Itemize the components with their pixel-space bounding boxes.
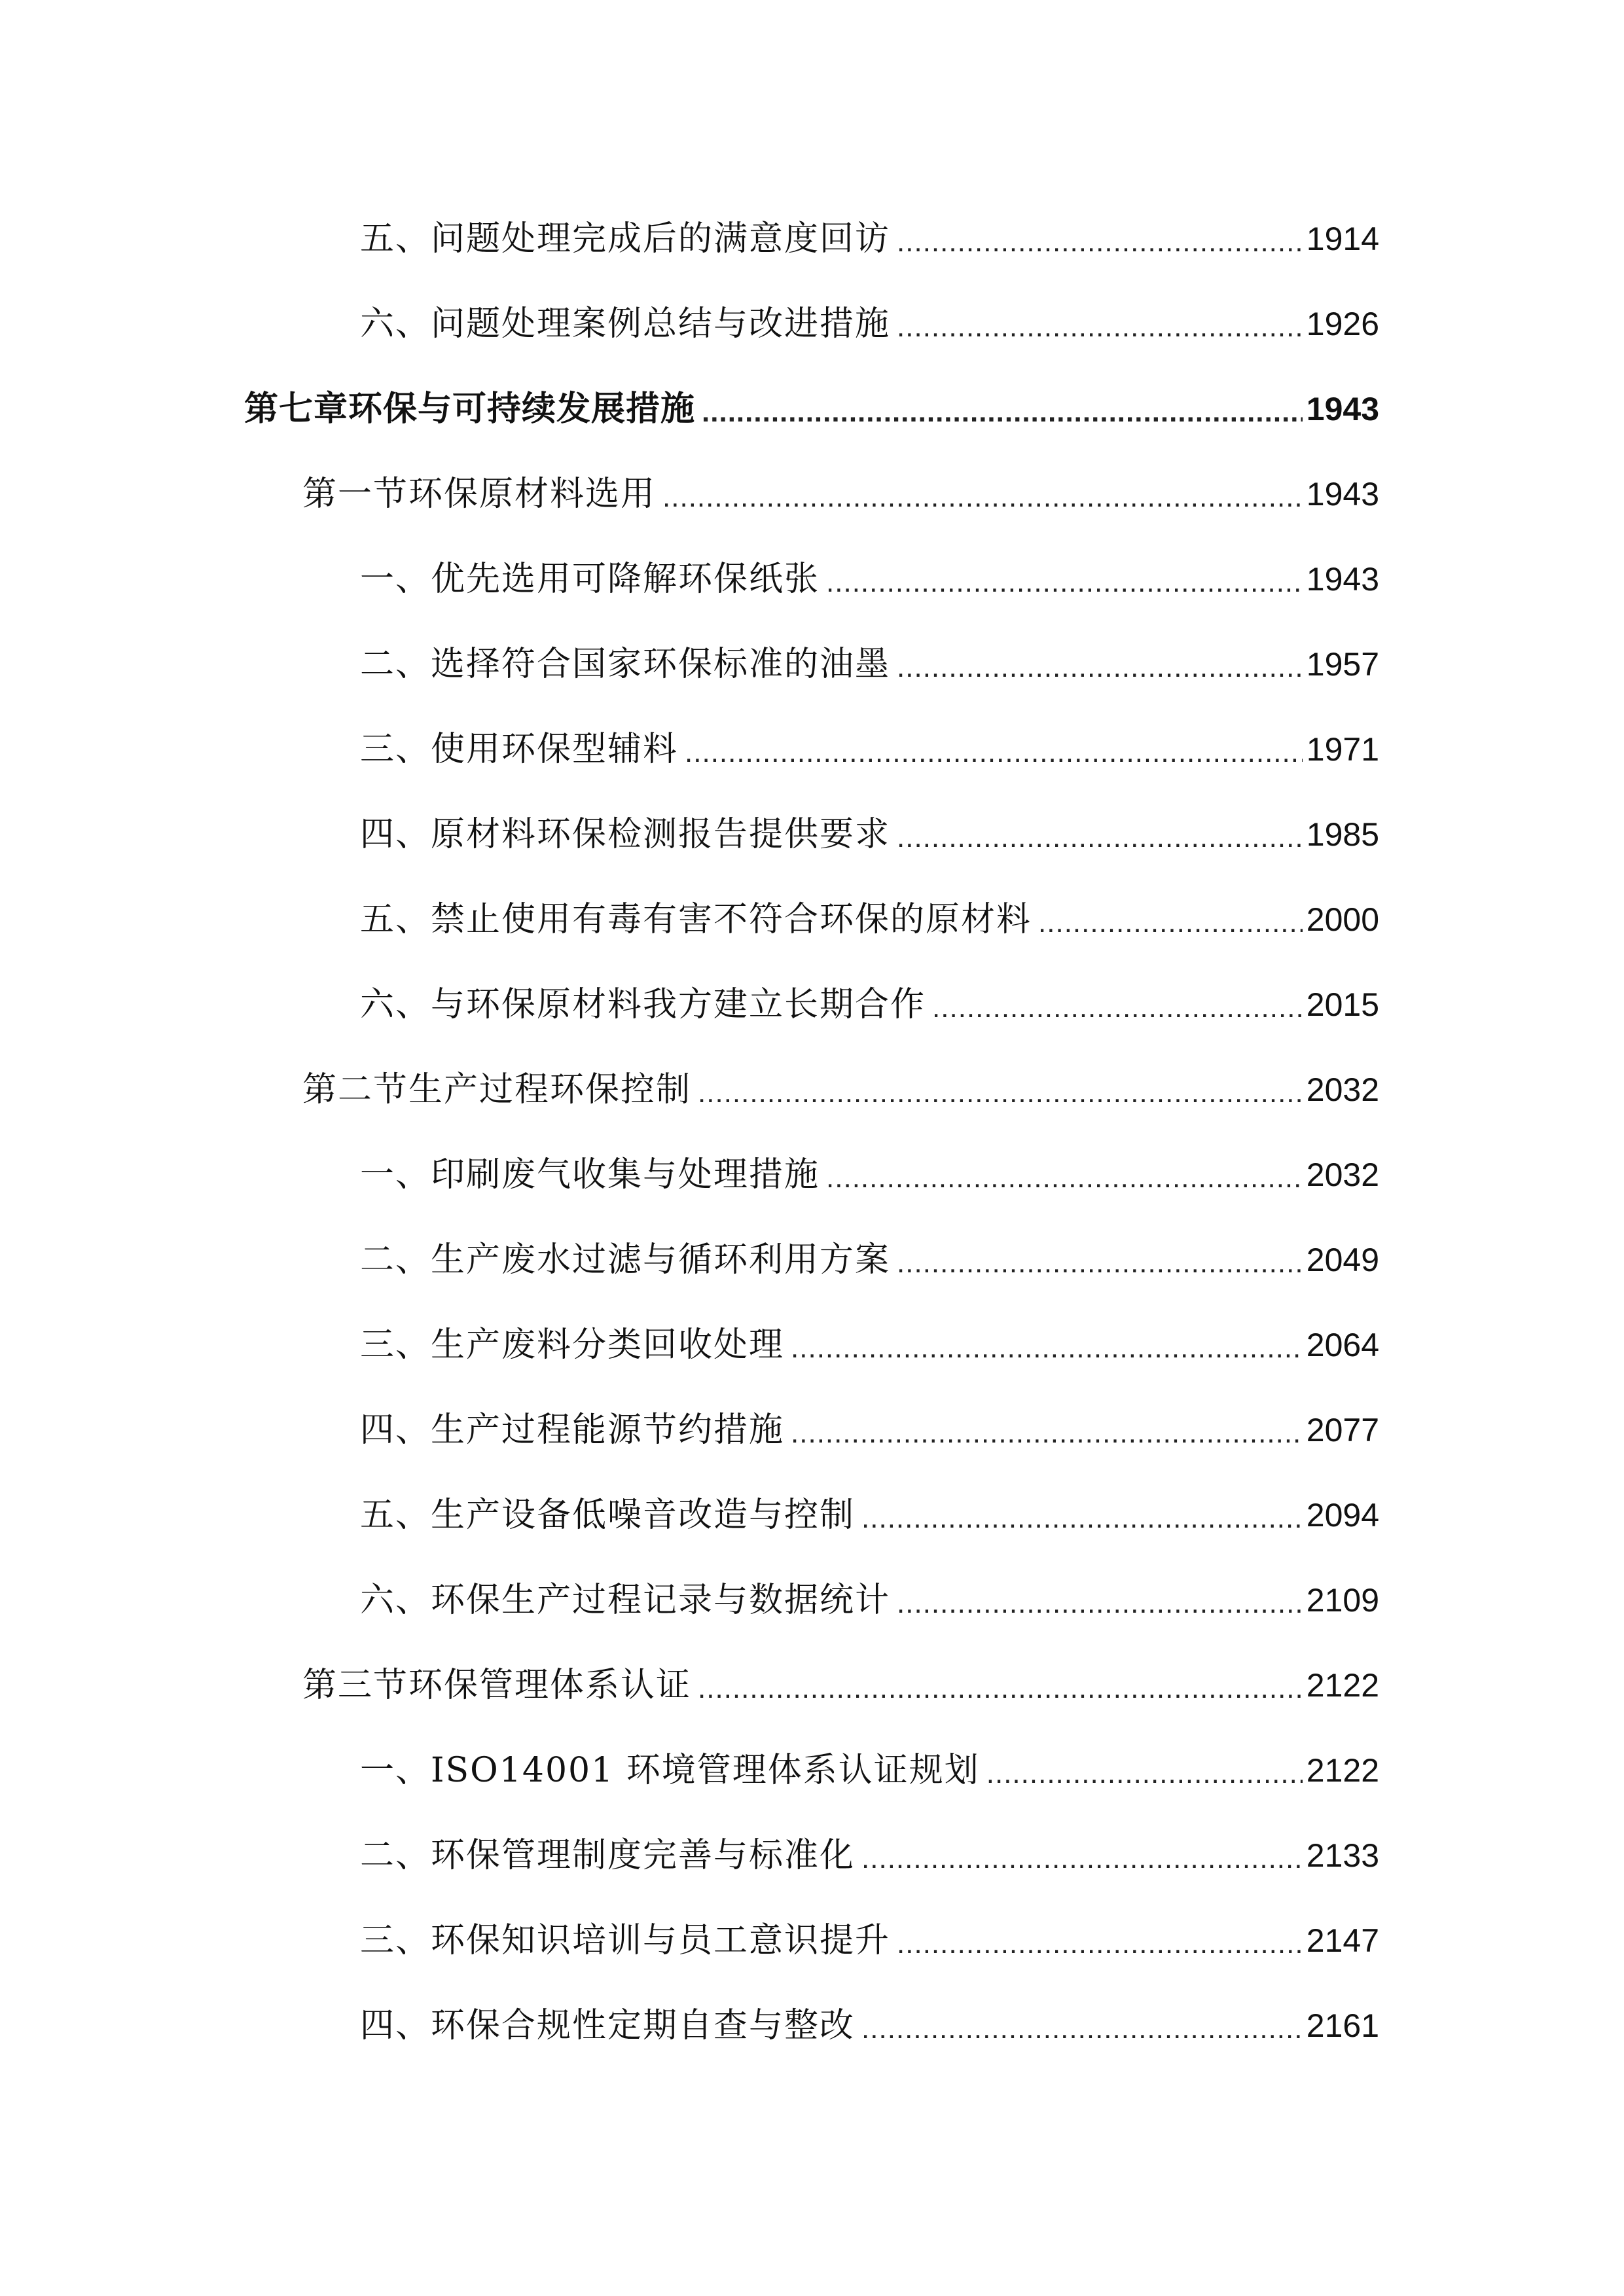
toc-entry[interactable] (360, 1914, 1379, 1967)
toc-entry[interactable] (360, 1489, 1379, 1541)
toc-entry-page: 2122 (1306, 1667, 1379, 1704)
toc-entry-title: 二、环保管理制度完善与标准化 (360, 1836, 856, 1875)
toc-entry-page: 2032 (1306, 1071, 1379, 1108)
toc-section-entry[interactable] (302, 1659, 1379, 1712)
toc-dot-leader (791, 1410, 1303, 1456)
toc-entry-title: 六、问题处理案例总结与改进措施 (360, 304, 891, 344)
toc-entry-page: 2161 (1306, 2007, 1379, 2044)
toc-entry-page: 1943 (1306, 391, 1379, 427)
toc-entry-title: 第七章环保与可持续发展措施 (244, 389, 696, 429)
toc-entry-page: 1957 (1306, 646, 1379, 683)
toc-dot-leader (1038, 900, 1303, 946)
toc-entry[interactable] (360, 1574, 1379, 1626)
toc-entry[interactable] (360, 1319, 1379, 1371)
toc-entry-page: 2032 (1306, 1157, 1379, 1193)
toc-entry-page: 1943 (1306, 476, 1379, 512)
toc-entry-title: 三、生产废料分类回收处理 (360, 1325, 785, 1365)
toc-entry-title: 一、优先选用可降解环保纸张 (360, 560, 820, 599)
toc-entry-page: 2133 (1306, 1837, 1379, 1874)
toc-dot-leader (826, 560, 1303, 605)
toc-dot-leader (897, 219, 1303, 265)
toc-entry[interactable] (360, 553, 1379, 605)
toc-entry[interactable] (360, 298, 1379, 350)
toc-entry-page: 1926 (1306, 306, 1379, 342)
toc-entry-title: 第三节环保管理体系认证 (302, 1666, 692, 1705)
toc-entry[interactable] (360, 1404, 1379, 1456)
toc-entry-title: 二、选择符合国家环保标准的油墨 (360, 645, 891, 684)
toc-entry[interactable] (360, 808, 1379, 861)
toc-entry-page: 2109 (1306, 1582, 1379, 1619)
toc-entry-title: 第二节生产过程环保控制 (302, 1070, 692, 1109)
toc-entry-page: 2015 (1306, 986, 1379, 1023)
toc-entry-title: 六、环保生产过程记录与数据统计 (360, 1581, 891, 1620)
toc-entry[interactable] (360, 723, 1379, 776)
toc-dot-leader (986, 1751, 1303, 1797)
toc-entry-page: 2064 (1306, 1327, 1379, 1363)
toc-entry-title: 五、生产设备低噪音改造与控制 (360, 1496, 856, 1535)
toc-entry[interactable] (360, 638, 1379, 691)
toc-dot-leader (698, 1070, 1303, 1116)
toc-entry-title: 三、使用环保型辅料 (360, 730, 679, 769)
toc-dot-leader (662, 475, 1303, 520)
toc-entry-title: 四、生产过程能源节约措施 (360, 1410, 785, 1450)
toc-entry-page: 2077 (1306, 1412, 1379, 1448)
toc-entry-title: 二、生产废水过滤与循环利用方案 (360, 1240, 891, 1280)
toc-entry-title: 一、印刷废气收集与处理措施 (360, 1155, 820, 1194)
toc-entry[interactable] (360, 893, 1379, 946)
toc-section-entry[interactable] (302, 1064, 1379, 1116)
toc-dot-leader (698, 1666, 1303, 1712)
toc-entry-page: 2000 (1306, 901, 1379, 938)
toc-dot-leader (932, 985, 1303, 1031)
toc-entry[interactable] (360, 1149, 1379, 1201)
toc-entry-title: 一、ISO14001 环境管理体系认证规划 (360, 1751, 980, 1790)
toc-entry-page: 2122 (1306, 1752, 1379, 1789)
toc-dot-leader (791, 1325, 1303, 1371)
toc-entry-title: 四、环保合规性定期自查与整改 (360, 2006, 856, 2045)
toc-dot-leader (897, 1240, 1303, 1286)
toc-entry-title: 四、原材料环保检测报告提供要求 (360, 815, 891, 854)
toc-dot-leader (861, 1496, 1303, 1541)
toc-entry[interactable] (360, 978, 1379, 1031)
toc-section-entry[interactable] (302, 468, 1379, 520)
toc-entry[interactable] (360, 1829, 1379, 1882)
toc-dot-leader (826, 1155, 1303, 1201)
toc-entry[interactable] (360, 213, 1379, 265)
toc-entry-page: 1943 (1306, 561, 1379, 598)
toc-entry-page: 1985 (1306, 816, 1379, 853)
toc-dot-leader (897, 1581, 1303, 1626)
toc-entry-page: 2094 (1306, 1497, 1379, 1534)
toc-entry-title: 三、环保知识培训与员工意识提升 (360, 1921, 891, 1960)
toc-entry-page: 2147 (1306, 1922, 1379, 1959)
toc-dot-leader (702, 389, 1303, 435)
toc-entry-title: 六、与环保原材料我方建立长期合作 (360, 985, 926, 1024)
toc-entry-title: 五、问题处理完成后的满意度回访 (360, 219, 891, 259)
toc-dot-leader (685, 730, 1303, 776)
toc-entry-page: 1914 (1306, 221, 1379, 257)
toc-chapter-entry[interactable] (244, 383, 1379, 435)
toc-entry-page: 2049 (1306, 1242, 1379, 1278)
toc-dot-leader (897, 645, 1303, 691)
toc-dot-leader (861, 1836, 1303, 1882)
toc-entry[interactable] (360, 2000, 1379, 2052)
toc-dot-leader (861, 2006, 1303, 2052)
toc-dot-leader (897, 304, 1303, 350)
toc-entry[interactable] (360, 1234, 1379, 1286)
toc-entry-title: 五、禁止使用有毒有害不符合环保的原材料 (360, 900, 1032, 939)
toc-dot-leader (897, 815, 1303, 861)
toc-entry-title: 第一节环保原材料选用 (302, 475, 657, 514)
toc-dot-leader (897, 1921, 1303, 1967)
toc-entry-page: 1971 (1306, 731, 1379, 768)
toc-entry[interactable] (360, 1744, 1379, 1797)
